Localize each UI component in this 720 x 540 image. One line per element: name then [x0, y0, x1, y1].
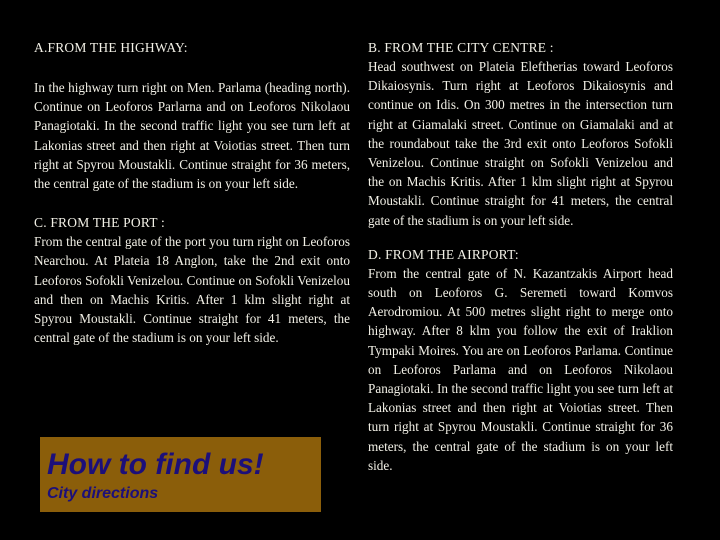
- section-a-title: A.FROM THE HIGHWAY:: [34, 40, 188, 55]
- section-a-body: In the highway turn right on Men. Parlama (heading north). Continue on Leoforos Parlarna and on Leoforos Nikolaou Panagiotaki. In the second traffic light you see turn left at Lakonias street and then right at Voiotias street. Then turn right at Spyrou Moustakli. Continue straight for 36 meters, the central gate of the stadium is on your left side.: [34, 80, 350, 192]
- promo-title: How to find us!: [47, 448, 264, 481]
- section-b-body: Head southwest on Plateia Eleftherias toward Leoforos Dikaiosynis. Turn right at Leoforos Dikaiosynis and continue on Idis. On 300 metres in the intersection turn right at Giamalaki street. Continue on Giamalaki and at the roundabout take the 3rd exit onto Leoforos Sofokli Venizelou. Continue straight on Sofokli Venizelou and the on Machis Kritis. After 1 klm slight right at Spyrou Moustakli. Continue straight for 41 meters, the central gate of the stadium is on your left side.: [368, 59, 673, 228]
- left-column: [34, 38, 350, 347]
- section-d-body: From the central gate of N. Kazantzakis Airport head south on Leoforos G. Seremeti toward Komvos Aerodromiou. At 500 metres slight right to merge onto highway. After 8 klm you follow the exit of Iraklion Tympaki Moires. You are on Leoforos Parlama. Continue on Leoforos Parlama and on Leoforos Nikolaou Panagiotaki. In the second traffic light you see turn left at Lakonias street and then right at Voiotias street. Then turn right at Spyrou Moustakli. Continue straight for 36 meters, the central gate of the stadium is on your left side.: [368, 265, 673, 473]
- section-c-body: From the central gate of the port you turn right on Leoforos Nearchou. At Plateia 18 Anglon, take the 2nd exit onto Leoforos Sofokli Venizelou. Continue on Sofokli Venizelou and then on Machis Kritis. After 1 klm slight right at Spyrou Moustakli. Continue straight for 41 meters, the central gate of the stadium is on your left side.: [34, 234, 350, 346]
- section-d-title: D. FROM THE AIRPORT:: [368, 246, 519, 262]
- section-c-title: C. FROM THE PORT :: [34, 215, 165, 231]
- section-b-title: B. FROM THE CITY CENTRE :: [368, 40, 554, 55]
- promo-box: [40, 437, 321, 512]
- right-column: [368, 38, 673, 475]
- promo-subtitle: City directions: [47, 485, 159, 502]
